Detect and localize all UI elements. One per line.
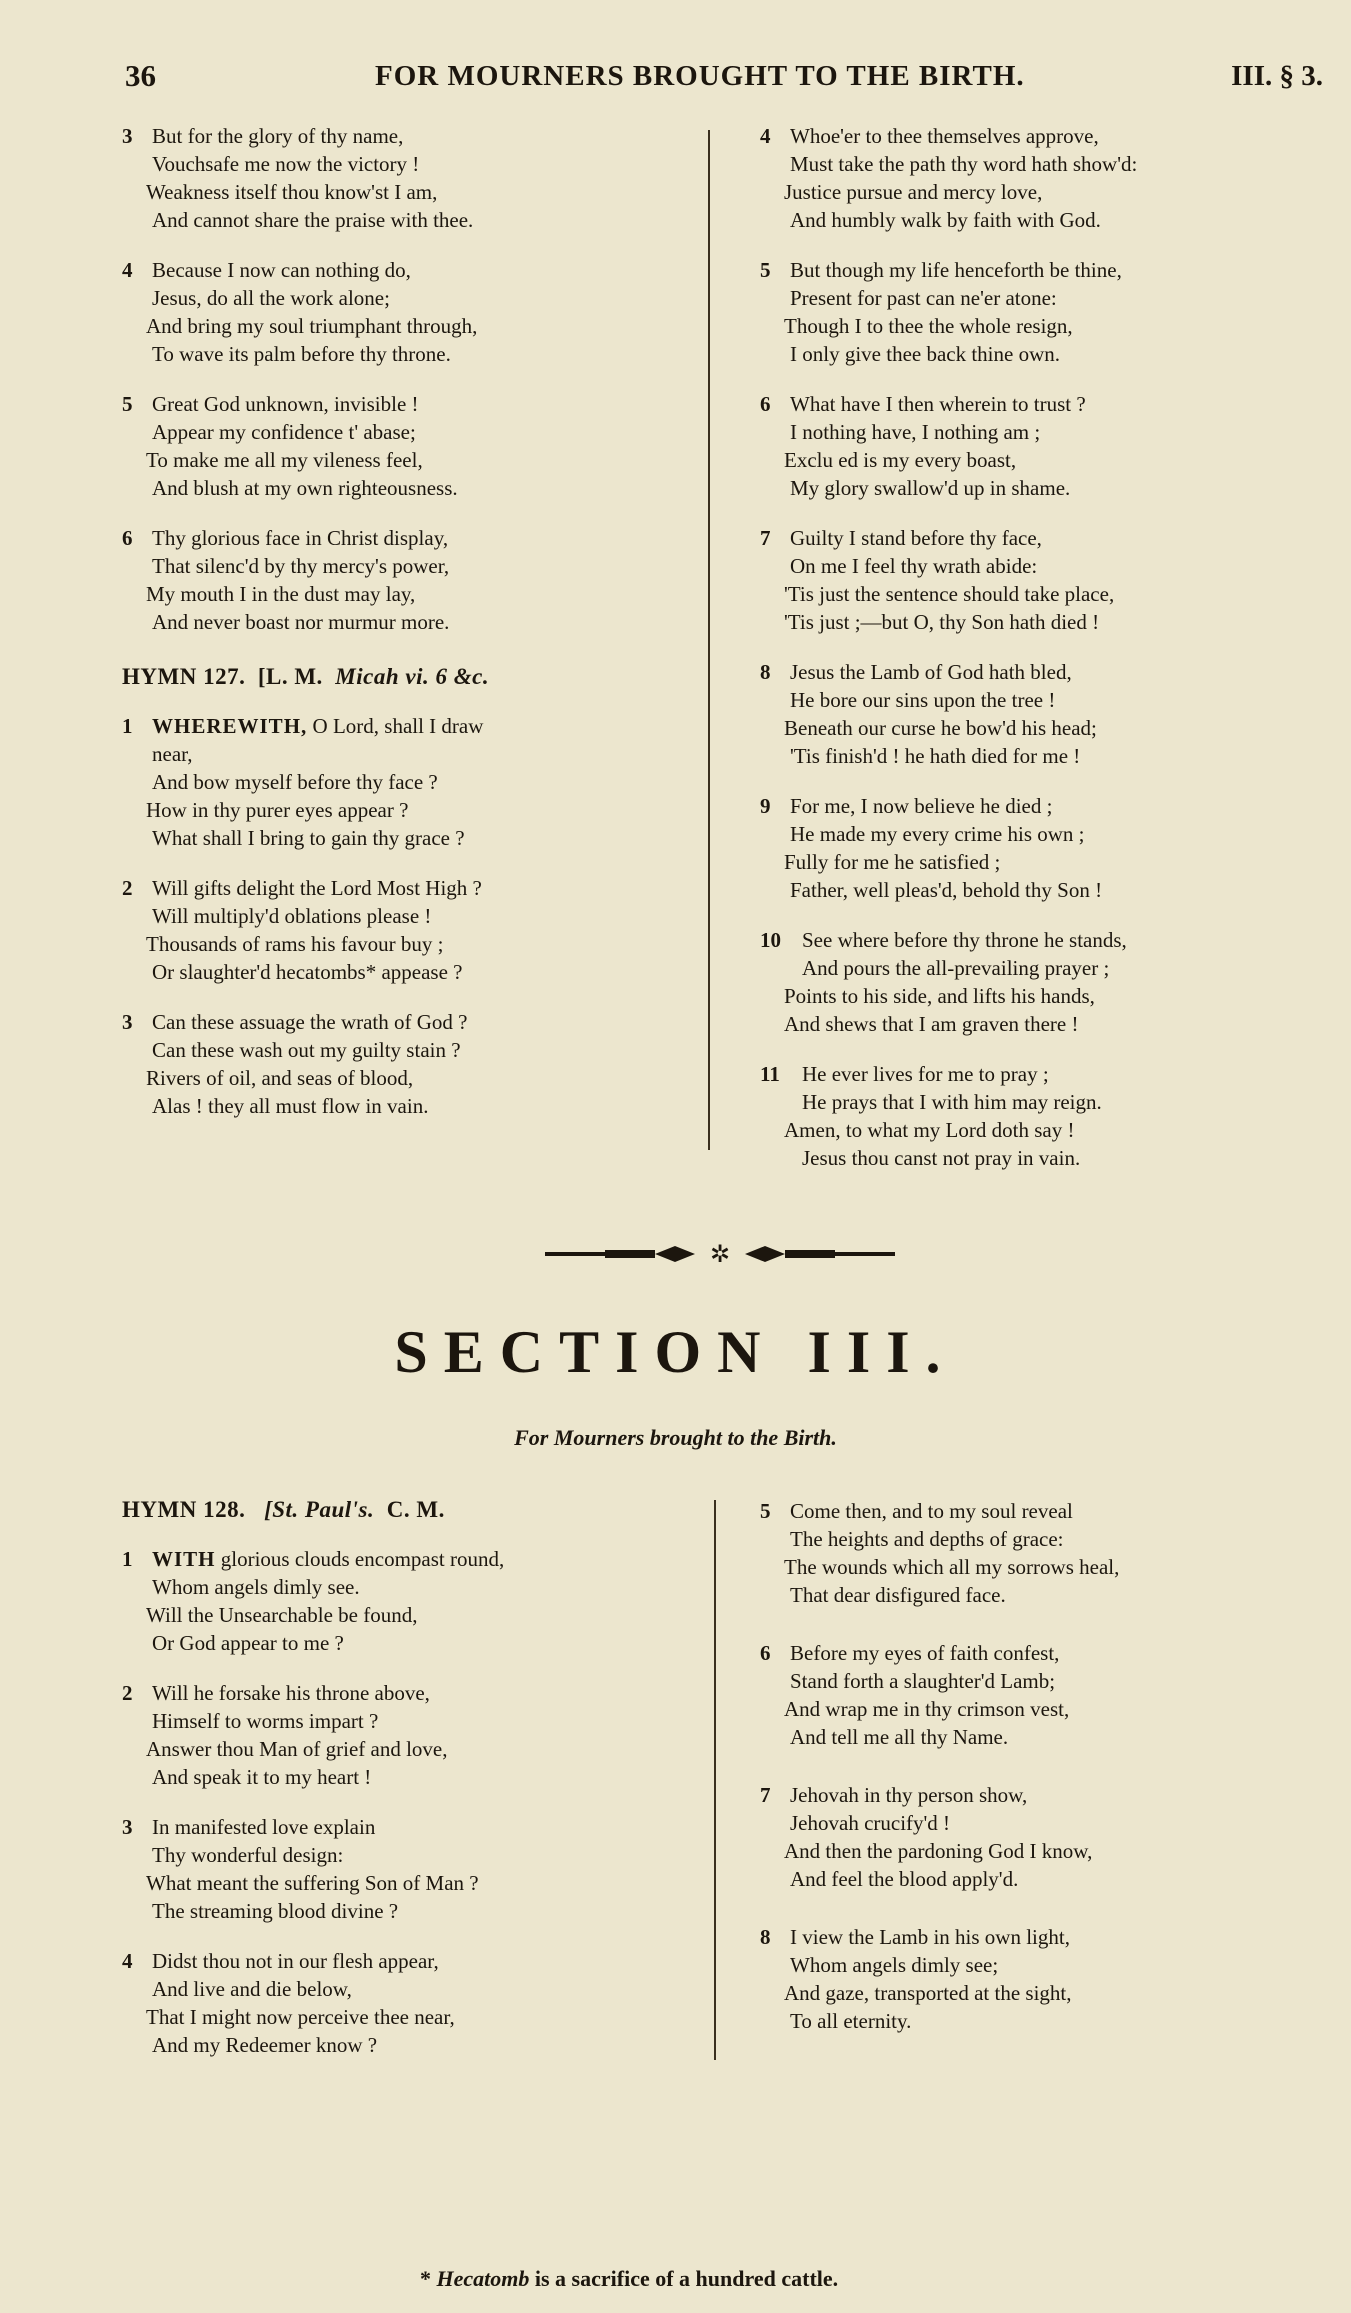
verse-line: Though I to thee the whole resign, bbox=[784, 314, 1073, 338]
stanza-number: 8 bbox=[760, 1925, 771, 1949]
stanza-number: 7 bbox=[760, 1783, 771, 1807]
verse-line: My mouth I in the dust may lay, bbox=[146, 582, 416, 606]
stanza bbox=[760, 390, 1320, 502]
verse-line: Jehovah crucify'd ! bbox=[790, 1811, 951, 1835]
verse-line: Amen, to what my Lord doth say ! bbox=[784, 1118, 1075, 1142]
section-title: SECTION III. bbox=[394, 1319, 957, 1385]
verse-line: Stand forth a slaughter'd Lamb; bbox=[790, 1669, 1056, 1693]
verse-line: Weakness itself thou know'st I am, bbox=[146, 180, 438, 204]
stanza bbox=[760, 122, 1320, 234]
verse-line: He made my every crime his own ; bbox=[790, 822, 1085, 846]
stanza bbox=[122, 122, 682, 234]
first-word: WITH bbox=[152, 1547, 216, 1571]
verse-line: The streaming blood divine ? bbox=[152, 1899, 399, 1923]
verse-line: Thy wonderful design: bbox=[152, 1843, 344, 1867]
verse-line: And wrap me in thy crimson vest, bbox=[784, 1697, 1070, 1721]
hymn-heading bbox=[122, 664, 682, 690]
verse-line: And cannot share the praise with thee. bbox=[152, 208, 474, 232]
verse-line: In manifested love explain bbox=[152, 1815, 376, 1839]
stanza-number: 7 bbox=[760, 526, 771, 550]
stanza bbox=[760, 524, 1320, 636]
stanza bbox=[122, 524, 682, 636]
verse-line: Present for past can ne'er atone: bbox=[790, 286, 1057, 310]
stanza-number: 5 bbox=[122, 392, 133, 416]
verse-line: And tell me all thy Name. bbox=[790, 1725, 1009, 1749]
stanza bbox=[122, 1679, 707, 1791]
stanza bbox=[760, 792, 1320, 904]
right-column-top bbox=[760, 122, 1320, 1194]
verse-line: And bring my soul triumphant through, bbox=[146, 314, 478, 338]
running-header bbox=[125, 58, 1323, 98]
stanza-number: 6 bbox=[760, 392, 771, 416]
hymn-number: HYMN 127. bbox=[122, 664, 246, 689]
verse-line: But for the glory of thy name, bbox=[152, 124, 404, 148]
verse-line: And pours the all-prevailing prayer ; bbox=[802, 956, 1110, 980]
running-title: FOR MOURNERS BROUGHT TO THE BIRTH. bbox=[375, 60, 1025, 92]
footnote bbox=[420, 2266, 838, 2292]
stanza bbox=[122, 1947, 707, 2059]
verse-line: Before my eyes of faith confest, bbox=[790, 1641, 1060, 1665]
stanza bbox=[122, 390, 682, 502]
verse-line: How in thy purer eyes appear ? bbox=[146, 798, 409, 822]
footnote-term: Hecatomb bbox=[436, 2266, 530, 2291]
left-column-top bbox=[122, 122, 682, 1142]
verse-line: And bow myself before thy face ? bbox=[152, 770, 438, 794]
verse-line: That dear disfigured face. bbox=[790, 1583, 1006, 1607]
stanza-number: 2 bbox=[122, 1681, 133, 1705]
verse-line: Rivers of oil, and seas of blood, bbox=[146, 1066, 414, 1090]
stanza bbox=[760, 1060, 1320, 1172]
stanza-number: 11 bbox=[760, 1062, 780, 1086]
verse-line: Will he forsake his throne above, bbox=[152, 1681, 430, 1705]
verse-line: That I might now perceive thee near, bbox=[146, 2005, 455, 2029]
column-divider-top bbox=[708, 130, 710, 1150]
stanza bbox=[122, 1545, 707, 1657]
stanza-number: 3 bbox=[122, 124, 133, 148]
verse-line: Come then, and to my soul reveal bbox=[790, 1499, 1073, 1523]
stanza-number: 5 bbox=[760, 1499, 771, 1523]
section-subtitle: For Mourners brought to the Birth. bbox=[514, 1425, 837, 1450]
verse-line: Jehovah in thy person show, bbox=[790, 1783, 1028, 1807]
hymn-meter: C. M. bbox=[386, 1497, 445, 1522]
verse-line: near, bbox=[152, 742, 193, 766]
verse-line: To wave its palm before thy throne. bbox=[152, 342, 451, 366]
verse-line: On me I feel thy wrath abide: bbox=[790, 554, 1038, 578]
verse-line: I only give thee back thine own. bbox=[790, 342, 1061, 366]
verse-line: Appear my confidence t' abase; bbox=[152, 420, 416, 444]
verse-line: Will multiply'd oblations please ! bbox=[152, 904, 432, 928]
verse-line: Will the Unsearchable be found, bbox=[146, 1603, 418, 1627]
stanza bbox=[760, 1923, 1320, 2035]
stanza bbox=[760, 926, 1320, 1038]
verse-line: He prays that I with him may reign. bbox=[802, 1090, 1102, 1114]
stanza-number: 4 bbox=[760, 124, 771, 148]
hymn-heading bbox=[122, 1497, 707, 1523]
stanza bbox=[760, 1639, 1320, 1751]
verse-line: Vouchsafe me now the victory ! bbox=[152, 152, 420, 176]
verse-line: And never boast nor murmur more. bbox=[152, 610, 450, 634]
section-reference: III. § 3. bbox=[1231, 60, 1323, 92]
footnote-text: is a sacrifice of a hundred cattle. bbox=[529, 2266, 839, 2291]
verse-line: That silenc'd by thy mercy's power, bbox=[152, 554, 450, 578]
page-number: 36 bbox=[125, 58, 156, 93]
verse-line: Whoe'er to thee themselves approve, bbox=[790, 124, 1099, 148]
verse-line: Father, well pleas'd, behold thy Son ! bbox=[790, 878, 1103, 902]
verse-line: Will gifts delight the Lord Most High ? bbox=[152, 876, 482, 900]
verse-line: Thousands of rams his favour buy ; bbox=[146, 932, 444, 956]
stanza-number: 9 bbox=[760, 794, 771, 818]
verse-line: But though my life henceforth be thine, bbox=[790, 258, 1122, 282]
verse-line: To make me all my vileness feel, bbox=[146, 448, 423, 472]
stanza-number: 1 bbox=[122, 1547, 133, 1571]
stanza-number: 3 bbox=[122, 1010, 133, 1034]
verse-line: Alas ! they all must flow in vain. bbox=[152, 1094, 429, 1118]
verse-line: Or slaughter'd hecatombs* appease ? bbox=[152, 960, 463, 984]
stanza-number: 4 bbox=[122, 258, 133, 282]
tune-name: [St. Paul's. bbox=[264, 1497, 375, 1522]
stanza-number: 8 bbox=[760, 660, 771, 684]
stanza bbox=[760, 1781, 1320, 1893]
stanza bbox=[122, 1813, 707, 1925]
footnote-mark: * bbox=[420, 2266, 431, 2291]
verse-line: And then the pardoning God I know, bbox=[784, 1839, 1093, 1863]
stanza-number: 2 bbox=[122, 876, 133, 900]
stanza bbox=[122, 712, 682, 852]
verse-line: Himself to worms impart ? bbox=[152, 1709, 379, 1733]
verse-line: The heights and depths of grace: bbox=[790, 1527, 1064, 1551]
verse-line: Because I now can nothing do, bbox=[152, 258, 411, 282]
stanza-number: 3 bbox=[122, 1815, 133, 1839]
verse-line: What shall I bring to gain thy grace ? bbox=[152, 826, 465, 850]
verse-line: I nothing have, I nothing am ; bbox=[790, 420, 1041, 444]
verse-line: Jesus, do all the work alone; bbox=[152, 286, 390, 310]
verse-line: See where before thy throne he stands, bbox=[802, 928, 1127, 952]
stanza bbox=[760, 256, 1320, 368]
verse-line: He ever lives for me to pray ; bbox=[802, 1062, 1049, 1086]
hymn-meter: [L. M. bbox=[257, 664, 323, 689]
verse-line: And shews that I am graven there ! bbox=[784, 1012, 1079, 1036]
verse-line: Thy glorious face in Christ display, bbox=[152, 526, 449, 550]
scripture-reference: Micah vi. 6 &c. bbox=[335, 664, 490, 689]
left-column-bottom bbox=[122, 1497, 707, 2081]
stanza bbox=[122, 1008, 682, 1120]
stanza bbox=[122, 874, 682, 986]
verse-line: Great God unknown, invisible ! bbox=[152, 392, 419, 416]
stanza bbox=[760, 1497, 1320, 1609]
verse-line: Can these wash out my guilty stain ? bbox=[152, 1038, 461, 1062]
verse-line: Whom angels dimly see. bbox=[152, 1575, 360, 1599]
verse-line: 'Tis finish'd ! he hath died for me ! bbox=[790, 744, 1081, 768]
verse-line: 'Tis just the sentence should take place, bbox=[784, 582, 1115, 606]
verse-line: And humbly walk by faith with God. bbox=[790, 208, 1101, 232]
svg-text:✲: ✲ bbox=[709, 1240, 731, 1268]
stanza-number: 4 bbox=[122, 1949, 133, 1973]
verse-line: Guilty I stand before thy face, bbox=[790, 526, 1042, 550]
stanza bbox=[760, 658, 1320, 770]
stanza-number: 6 bbox=[760, 1641, 771, 1665]
verse-line: Whom angels dimly see; bbox=[790, 1953, 999, 1977]
verse-line: Jesus the Lamb of God hath bled, bbox=[790, 660, 1072, 684]
verse-line: Fully for me he satisfied ; bbox=[784, 850, 1001, 874]
verse-line: Can these assuage the wrath of God ? bbox=[152, 1010, 468, 1034]
verse-line: Points to his side, and lifts his hands, bbox=[784, 984, 1095, 1008]
verse-line: 'Tis just ;—but O, thy Son hath died ! bbox=[784, 610, 1100, 634]
verse-line: And blush at my own righteousness. bbox=[152, 476, 458, 500]
first-word: WHEREWITH, bbox=[152, 714, 308, 738]
verse-line: Must take the path thy word hath show'd: bbox=[790, 152, 1138, 176]
verse-line: He bore our sins upon the tree ! bbox=[790, 688, 1056, 712]
verse-line: I view the Lamb in his own light, bbox=[790, 1925, 1070, 1949]
stanza-number: 1 bbox=[122, 714, 133, 738]
verse-line: Jesus thou canst not pray in vain. bbox=[802, 1146, 1081, 1170]
right-column-bottom bbox=[760, 1497, 1320, 2057]
verse-line: glorious clouds encompast round, bbox=[215, 1547, 505, 1571]
verse-line: Justice pursue and mercy love, bbox=[784, 180, 1043, 204]
stanza-number: 6 bbox=[122, 526, 133, 550]
verse-line: Exclu ed is my every boast, bbox=[784, 448, 1017, 472]
verse-line: Didst thou not in our flesh appear, bbox=[152, 1949, 439, 1973]
verse-line: And feel the blood apply'd. bbox=[790, 1867, 1019, 1891]
verse-line: And speak it to my heart ! bbox=[152, 1765, 372, 1789]
verse-line: O Lord, shall I draw bbox=[307, 714, 484, 738]
verse-line: What have I then wherein to trust ? bbox=[790, 392, 1086, 416]
verse-line: Beneath our curse he bow'd his head; bbox=[784, 716, 1097, 740]
stanza-number: 5 bbox=[760, 258, 771, 282]
verse-line: And gaze, transported at the sight, bbox=[784, 1981, 1072, 2005]
verse-line: Answer thou Man of grief and love, bbox=[146, 1737, 448, 1761]
ornamental-rule bbox=[545, 1240, 895, 1270]
verse-line: Or God appear to me ? bbox=[152, 1631, 344, 1655]
verse-line: And live and die below, bbox=[152, 1977, 352, 2001]
verse-line: The wounds which all my sorrows heal, bbox=[784, 1555, 1120, 1579]
stanza bbox=[122, 256, 682, 368]
hymn-number: HYMN 128. bbox=[122, 1497, 246, 1522]
verse-line: For me, I now believe he died ; bbox=[790, 794, 1053, 818]
verse-line: To all eternity. bbox=[790, 2009, 912, 2033]
column-divider-bottom bbox=[714, 1500, 716, 2060]
verse-line: My glory swallow'd up in shame. bbox=[790, 476, 1071, 500]
verse-line: What meant the suffering Son of Man ? bbox=[146, 1871, 479, 1895]
verse-line: And my Redeemer know ? bbox=[152, 2033, 378, 2057]
stanza-number: 10 bbox=[760, 928, 781, 952]
